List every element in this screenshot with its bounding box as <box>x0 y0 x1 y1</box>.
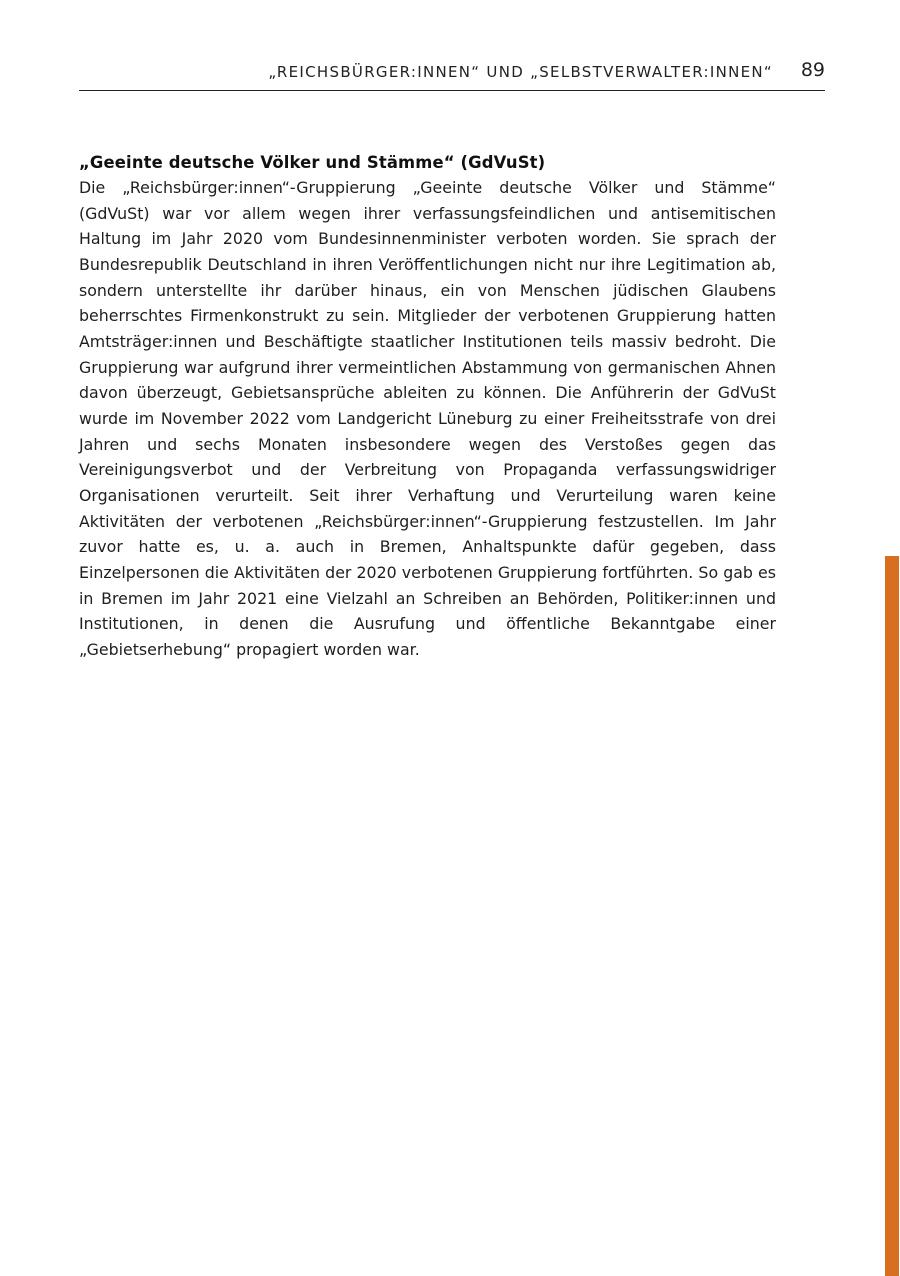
section-heading: „Geeinte deutsche Völker und Stämme“ (GdVuSt) <box>79 153 546 172</box>
content-section <box>79 150 776 662</box>
running-header <box>79 58 825 91</box>
running-header-title: „REICHSBÜRGER:INNEN“ UND „SELBSTVERWALTER:INNEN“ <box>268 63 773 81</box>
page-number: 89 <box>800 59 825 81</box>
chapter-edge-tab <box>885 556 899 1276</box>
body-paragraph: Die „Reichsbürger:innen“-Gruppierung „Geeinte deutsche Völker und Stämme“ (GdVuSt) war vor allem wegen ihrer verfassungsfeindlichen und antisemitischen Haltung im Jahr 2020 vom Bundesinnenminister verboten worden. Sie sprach der Bundesrepublik Deutschland in ihren Veröffentlichungen nicht nur ihre Legitimation ab, sondern unterstellte ihr darüber hinaus, ein von Menschen jüdischen Glaubens beherrschtes Firmenkonstrukt zu sein. Mitglieder der verbotenen Gruppierung hatten Amtsträger:innen und Beschäftigte staatlicher Institutionen teils massiv bedroht. Die Gruppierung war aufgrund ihrer vermeintlichen Abstammung von germanischen Ahnen davon überzeugt, Gebietsansprüche ableiten zu können. Die Anführerin der GdVuSt wurde im November 2022 vom Landgericht Lüneburg zu einer Freiheitsstrafe von drei Jahren und sechs Monaten insbesondere wegen des Verstoßes gegen das Vereinigungsverbot und der Verbreitung von Propaganda verfassungswidriger Organisationen verurteilt. Seit ihrer Verhaftung und Verurteilung waren keine Aktivitäten der verbotenen „Reichsbürger:innen“-Gruppierung festzustellen. Im Jahr zuvor hatte es, u. a. auch in Bremen, Anhaltspunkte dafür gegeben, dass Einzelpersonen die Aktivitäten der 2020 verbotenen Gruppierung fortführten. So gab es in Bremen im Jahr 2021 eine Vielzahl an Schreiben an Behörden, Politiker:innen und Institutionen, in denen die Ausrufung und öffentliche Bekanntgabe einer „Gebietserhebung“ propagiert worden war. <box>79 178 776 659</box>
